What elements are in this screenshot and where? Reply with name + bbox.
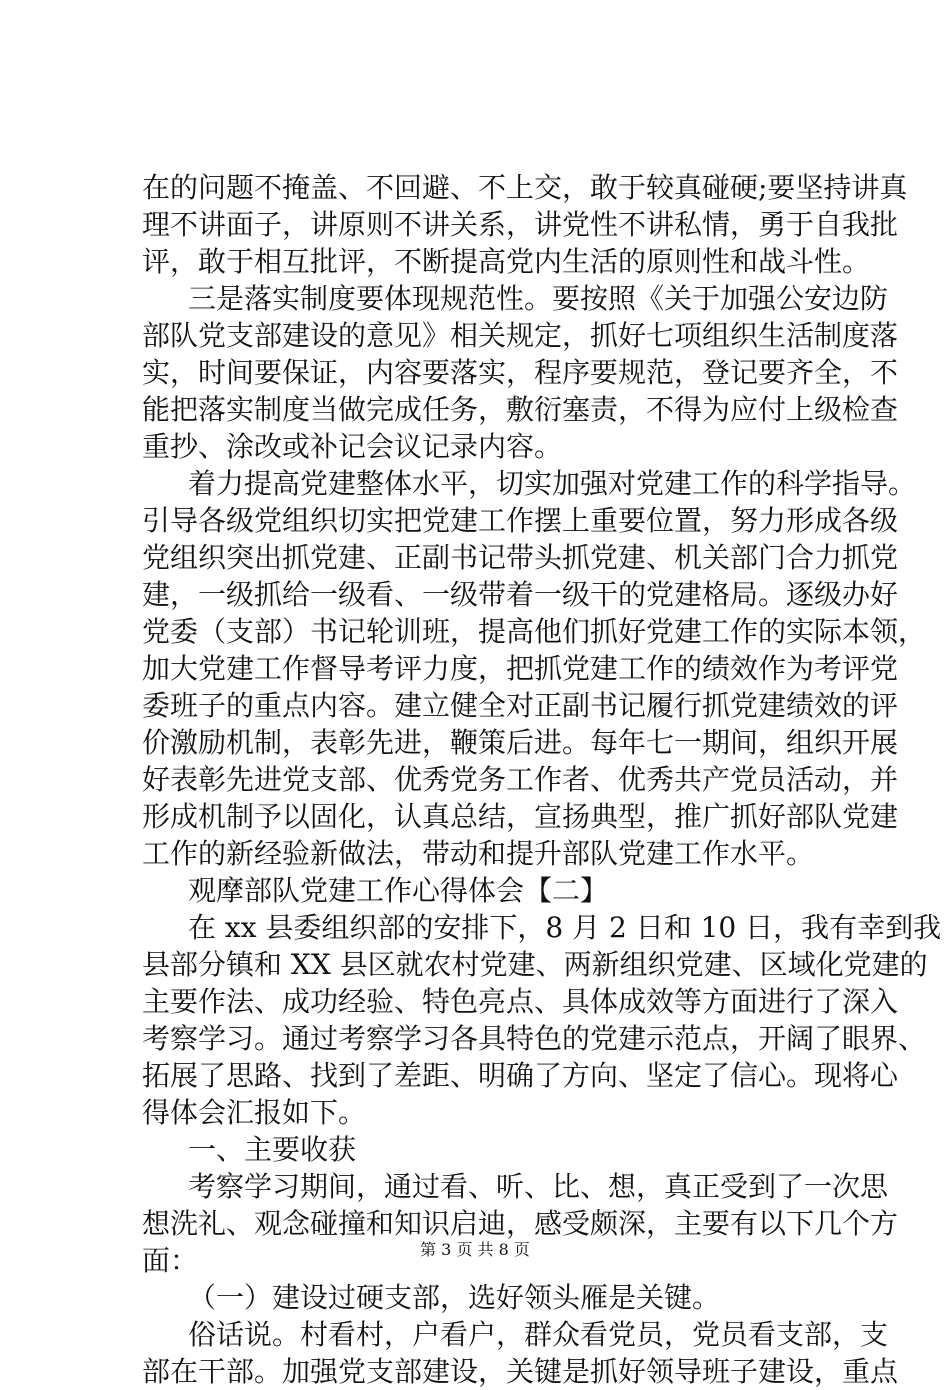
text-line: 主要作法、成功经验、特色亮点、具体成效等方面进行了深入 [142,985,899,1018]
paragraph [142,1279,822,1316]
paragraph [142,909,942,1131]
paragraph [142,1316,899,1390]
text-line: 得体会汇报如下。 [142,1096,367,1129]
text-line: 考察学习。通过考察学习各具特色的党建示范点，开阔了眼界、 [142,1022,927,1055]
text-line: 实，时间要保证，内容要落实，程序要规范，登记要齐全，不 [142,356,899,389]
text-line: 重抄、涂改或补记会议记录内容。 [142,430,563,463]
text-line: 在 xx 县委组织部的安排下，8 月 2 日和 10 日，我有幸到我 [188,911,942,944]
text-line: 引导各级党组织切实把党建工作摆上重要位置，努力形成各级 [142,504,899,537]
paragraph [142,169,908,280]
text-line: 党委（支部）书记轮训班，提高他们抓好党建工作的实际本领， [142,615,927,648]
page-footer: 第 3 页 共 8 页 [420,1240,530,1259]
document-body [142,169,942,1390]
paragraph [142,1131,822,1168]
text-line: 工作的新经验新做法，带动和提升部队党建工作水平。 [142,837,815,870]
text-line: 好表彰先进党支部、优秀党务工作者、优秀共产党员活动，并 [142,763,899,796]
text-line: 县部分镇和 XX 县区就农村党建、两新组织党建、区域化党建的 [142,948,928,981]
text-line: 委班子的重点内容。建立健全对正副书记履行抓党建绩效的评 [142,689,899,722]
text-line: 部队党支部建设的意见》相关规定，抓好七项组织生活制度落 [142,319,899,352]
text-line: （一）建设过硬支部，选好领头雁是关键。 [188,1281,721,1314]
paragraph [142,872,822,909]
text-line: 三是落实制度要体现规范性。要按照《关于加强公安边防 [188,282,889,315]
text-line: 建，一级抓给一级看、一级带着一级干的党建格局。逐级办好 [142,578,899,611]
text-line: 价激励机制，表彰先进，鞭策后进。每年七一期间，组织开展 [142,726,899,759]
text-line: 在的问题不掩盖、不回避、不上交，敢于较真碰硬;要坚持讲真 [142,171,908,204]
text-line: 拓展了思路、找到了差距、明确了方向、坚定了信心。现将心 [142,1059,899,1092]
text-line: 着力提高党建整体水平，切实加强对党建工作的科学指导。 [188,467,917,500]
text-line: 面： [142,1244,199,1277]
text-line: 想洗礼、观念碰撞和知识启迪，感受颇深，主要有以下几个方 [142,1207,899,1240]
text-line: 理不讲面子，讲原则不讲关系，讲党性不讲私情，勇于自我批 [142,208,899,241]
text-line: 能把落实制度当做完成任务，敷衍塞责，不得为应付上级检查 [142,393,899,426]
text-line: 考察学习期间，通过看、听、比、想，真正受到了一次思 [188,1170,889,1203]
text-line: 评，敢于相互批评，不断提高党内生活的原则性和战斗性。 [142,245,871,278]
text-line: 部在干部。加强党支部建设，关键是抓好领导班子建设，重点 [142,1355,899,1388]
text-line: 形成机制予以固化，认真总结，宣扬典型，推广抓好部队党建 [142,800,899,833]
text-line: 一、主要收获 [188,1133,357,1166]
paragraph [142,465,927,872]
paragraph [142,280,899,465]
text-line: 加大党建工作督导考评力度，把抓党建工作的绩效作为考评党 [142,652,899,685]
text-line: 观摩部队党建工作心得体会【二】 [188,874,609,907]
paragraph [142,1168,899,1279]
text-line: 党组织突出抓党建、正副书记带头抓党建、机关部门合力抓党 [142,541,899,574]
text-line: 俗话说。村看村，户看户，群众看党员，党员看支部，支 [188,1318,889,1351]
